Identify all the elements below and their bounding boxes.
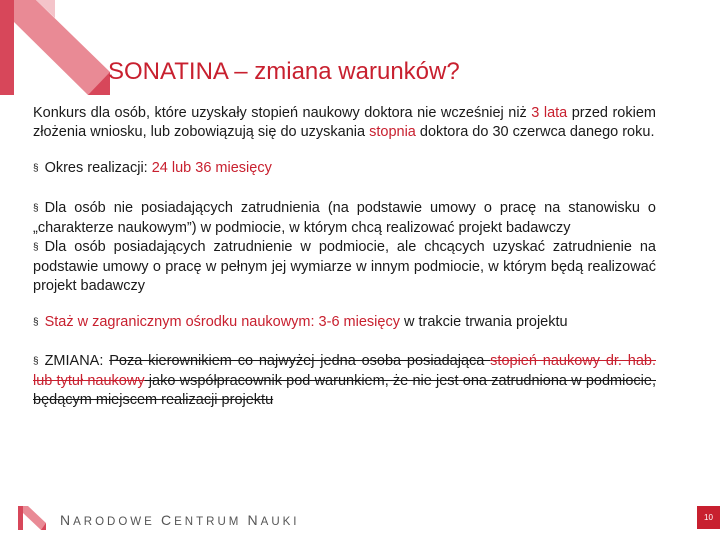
dla-item-1 [33, 199, 656, 238]
zmiana-struck-highlight: stopień naukowy dr. hab. lub tytuł naukowy [33, 352, 656, 389]
intro-highlight-2: stopnia [369, 123, 416, 140]
square-bullet-icon: § [33, 163, 39, 174]
zmiana-label: ZMIANA: [44, 352, 110, 369]
page-number-badge: 10 [697, 506, 720, 529]
square-bullet-icon: § [33, 241, 39, 253]
ncn-logo-icon [0, 0, 110, 95]
dla-text-1: Dla osób nie posiadających zatrudnienia (na podstawie umowy o pracę na stanowisku o „charakterze naukowym”) w podmiocie, w którym chcą realizować projekt badawczy [33, 199, 656, 236]
okres-value: 24 lub 36 miesięcy [151, 160, 272, 176]
staz-highlight: Staż w zagranicznym ośrodku naukowym: 3-6 miesięcy [44, 314, 400, 330]
square-bullet-icon: § [33, 317, 39, 328]
okres-label: Okres realizacji: [44, 160, 152, 176]
slide-content [33, 104, 656, 409]
staz-item [33, 313, 656, 334]
intro-text-1: Konkurs dla osób, które uzyskały stopień naukowy doktora nie wcześniej niż [33, 105, 532, 121]
page-title: SONATINA – zmiana warunków? [108, 58, 460, 85]
staz-text: w trakcie trwania projektu [399, 314, 568, 330]
dla-item-2 [33, 238, 656, 296]
intro-text-2: przed rokiem złożenia wniosku, lub zobowiązują się do uzyskania [33, 105, 656, 140]
zmiana-struck-text-2: jako współpracownik pod warunkiem, że nie jest ona zatrudniona w podmiocie, będącym miejscem realizacji projektu [33, 373, 656, 408]
zmiana-struck-text-1: Poza kierownikiem co najwyżej jedna osoba posiadająca [109, 352, 491, 369]
zmiana-item [33, 352, 656, 410]
okres-item [33, 159, 656, 180]
dla-text-2: Dla osób posiadających zatrudnienie w podmiocie, ale chcących uzyskać zatrudnienie na podstawie umowy o pracę w pełnym jej wymiarze w innym podmiocie, w którym będą realizować projekt badawczy [33, 238, 656, 294]
footer-institution-name: NARODOWE CENTRUM NAUKI [60, 512, 300, 528]
intro-highlight-1: 3 lata [531, 105, 568, 121]
ncn-footer-logo-icon [18, 506, 46, 530]
intro-paragraph [33, 104, 656, 141]
square-bullet-icon: § [33, 355, 39, 367]
intro-text-3: doktora do 30 czerwca danego roku. [415, 123, 655, 140]
square-bullet-icon: § [33, 202, 39, 214]
